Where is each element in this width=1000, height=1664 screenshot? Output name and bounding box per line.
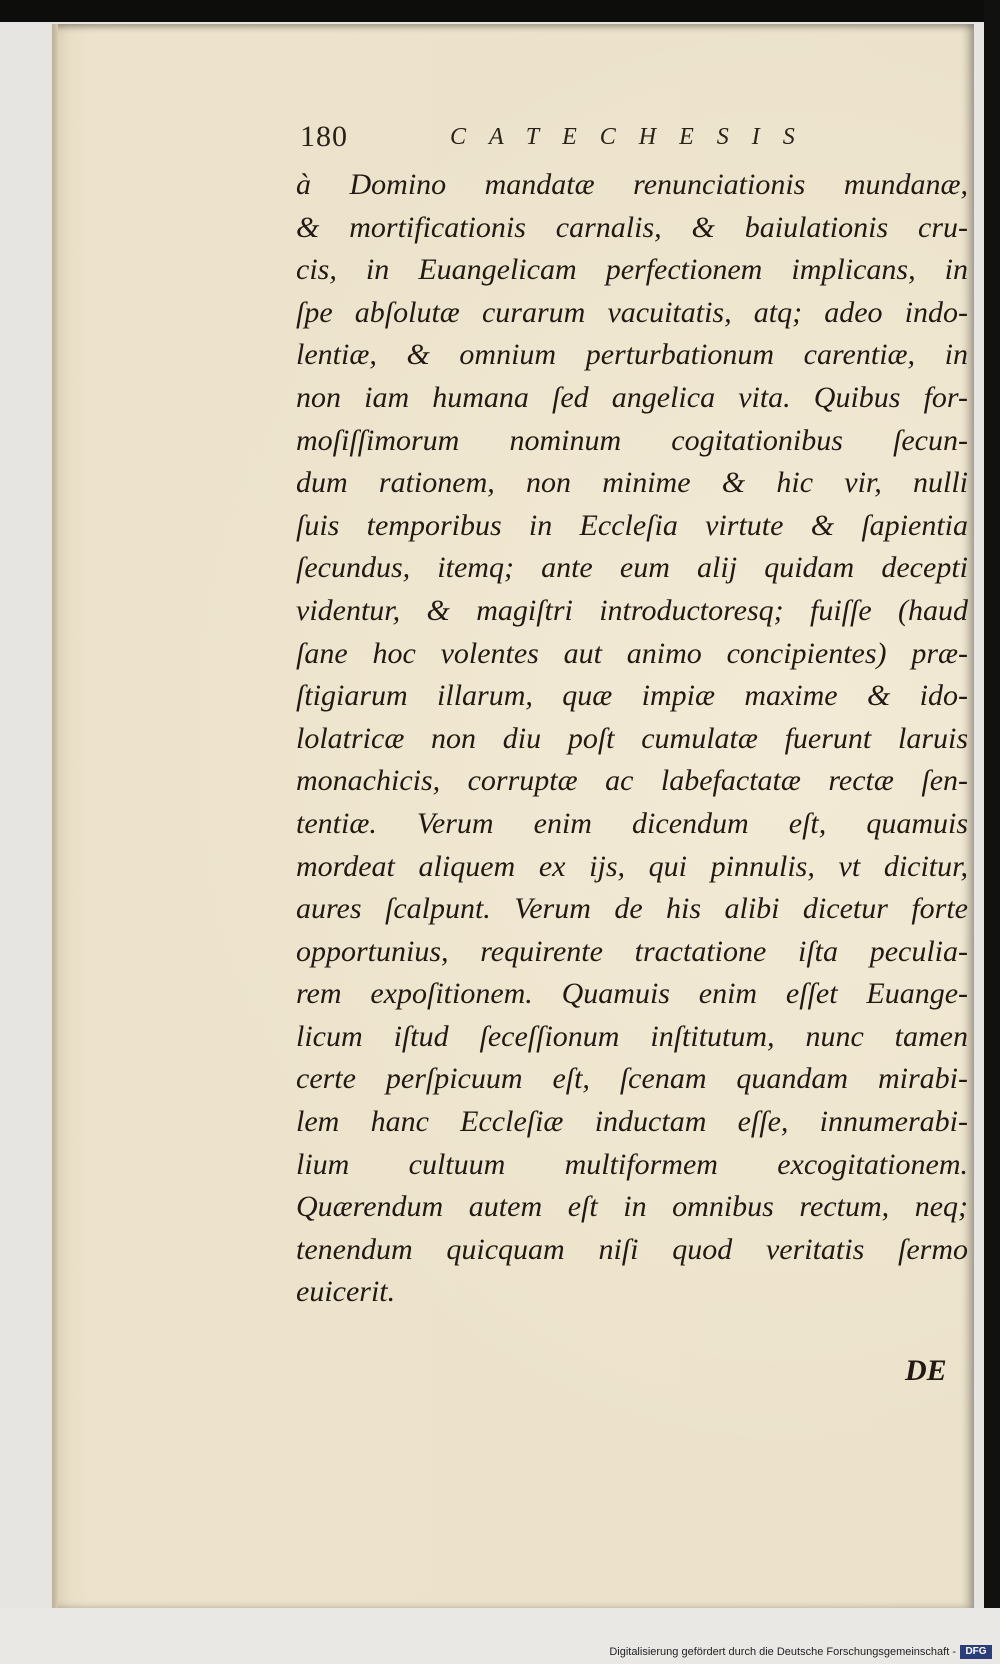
catchword: DE [905,1354,947,1387]
running-title: CATECHESIS [450,124,818,150]
text-line: tenendum quicquam niſi quod veritatis ſermo [296,1232,968,1266]
text-line: tentiæ. Verum enim dicendum eſt, quamuis [296,806,968,840]
text-line: lolatricæ non diu poſt cumulatæ fuerunt laruis [296,721,968,755]
text-line: non iam humana ſed angelica vita. Quibus for- [296,380,968,414]
text-line: ſtigiarum illarum, quæ impiæ maxime & ido- [296,679,968,713]
text-line: ſane hoc volentes aut animo concipientes) præ- [296,636,968,670]
dfg-logo: DFG [960,1645,992,1659]
text-line: dum rationem, non minime & hic vir, nulli [296,466,968,500]
text-line: videntur, & magiſtri introductoresq; fuiſſe (haud [296,593,968,627]
text-line: licum iſtud ſeceſſionum inſtitutum, nunc tamen [296,1019,968,1053]
text-line: Quærendum autem eſt in omnibus rectum, neq; [296,1190,968,1224]
text-line: certe perſpicuum eſt, ſcenam quandam mirabi- [296,1062,968,1096]
text-line: lium cultuum multiformem excogitationem. [296,1147,968,1181]
text-line: opportunius, requirente tractatione iſta peculia- [296,934,968,968]
text-line: euicerit. [296,1275,396,1309]
scan-right-edge [984,0,1000,1610]
text-line: mordeat aliquem ex ijs, qui pinnulis, vt dicitur, [296,849,968,883]
text-line: lentiæ, & omnium perturbationum carentiæ, in [296,338,968,372]
text-line: aures ſcalpunt. Verum de his alibi dicetur forte [296,892,968,926]
text-line: moſiſſimorum nominum cogitationibus ſecun- [296,423,968,457]
page-header [300,120,960,160]
text-line: lem hanc Eccleſiæ inductam eſſe, innumerabi- [296,1105,968,1139]
text-line: & mortificationis carnalis, & baiulationis cru- [296,210,968,244]
text-line: monachicis, corruptæ ac labefactatæ rectæ ſen- [296,764,968,798]
text-line: cis, in Euangelicam perfectionem implicans, in [296,253,968,287]
digitization-credit: Digitalisierung gefördert durch die Deutsche Forschungsgemeinschaft - [609,1646,956,1658]
text-line: ſuis temporibus in Eccleſia virtute & ſapientia [296,508,968,542]
text-line: à Domino mandatæ renunciationis mundanæ, [296,168,968,201]
text-line: rem expoſitionem. Quamuis enim eſſet Euange- [296,977,968,1011]
scan-top-edge [0,0,1000,22]
text-line: ſpe abſolutæ curarum vacuitatis, atq; adeo indo- [296,295,968,329]
page-number: 180 [300,120,348,153]
text-line: ſecundus, itemq; ante eum alij quidam decepti [296,551,968,585]
page-gutter-shadow [52,24,58,1608]
body-text [296,164,968,1314]
